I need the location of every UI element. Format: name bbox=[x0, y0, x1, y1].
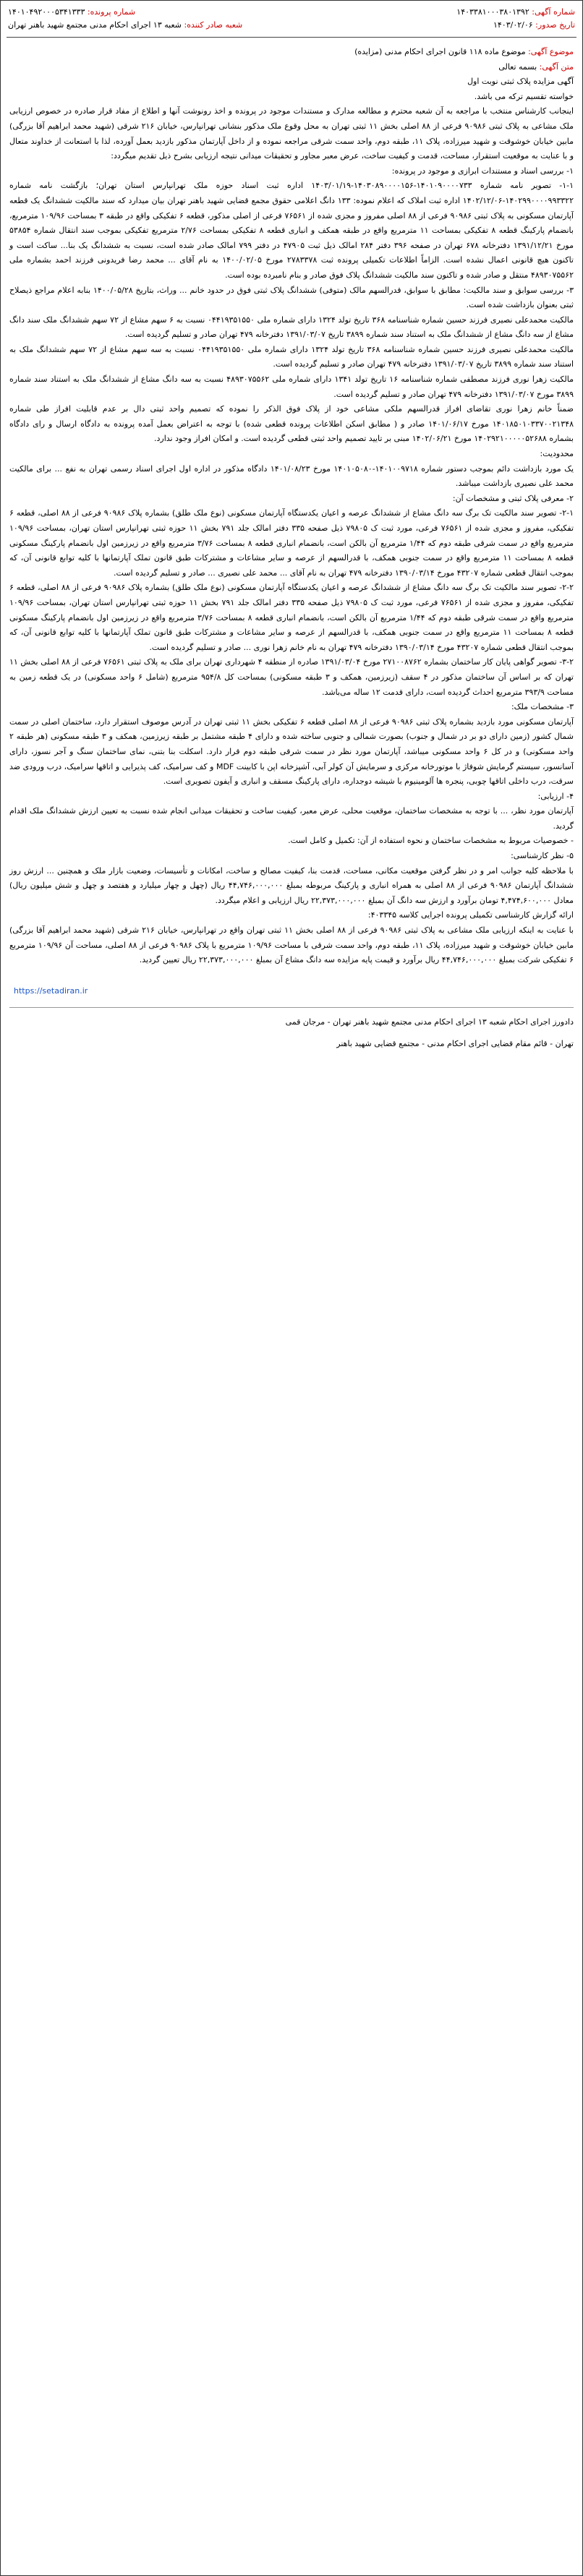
body-paragraph: مالکیت محمدعلی نصیری فرزند حسین شماره شناسنامه ۳۶۸ تاریخ تولد ۱۳۲۴ دارای شماره ملی ۰۴۴۱۹۳۵۱۵۵۰ نسبت به سه سهم مشاع از ۷۲ سهم ششدانگ ملک به استناد سند شماره ۳۸۹۹ تاریخ ۱۳۹۱/۰۳/۰۷ دفترخانه ۴۷۹ تهران صادر و تسلیم گردیده است. bbox=[9, 344, 574, 369]
notice-text-heading: متن آگهی: بسمه تعالی bbox=[498, 61, 574, 72]
notice-header bbox=[7, 1, 576, 38]
case-number: شماره پرونده: ۱۴۰۱۰۴۹۲۰۰۰۵۳۴۱۳۳۳ bbox=[8, 7, 136, 17]
header-row-2 bbox=[8, 18, 575, 31]
notice-body bbox=[7, 38, 576, 968]
body-paragraph: ۴- ارزیابی: bbox=[537, 791, 574, 801]
body-paragraph: یک مورد بازداشت دائم بموجب دستور شماره ۱۴۰۱۰۰۹۷۱۸-۱۴۰۱۰۵۰۸۰ مورخ ۱۴۰۱/۰۸/۲۳ دادگاه مذکور در اداره اول اجرای اسناد رسمی تهران به نفع ... برای مالکیت محمد علی نصیری بازداشت میباشد. bbox=[9, 463, 574, 489]
body-paragraph: با ملاحظه کلیه جوانب امر و در نظر گرفتن موقعیت مکانی، مساحت، قدمت بنا، کیفیت مصالح و ساخت، امکانات و تأسیسات، وضعیت بازار ملک و همچنین ... ارزش روز ششدانگ آپارتمان ۹۰۹۸۶ فرعی از ۸۸ اصلی به همراه انباری و پارکینگ مربوطه بمبلغ ۴۴,۷۴۶,۰۰۰,۰۰۰ ریال (چهل و چهار میلیارد و هفتصد و چهل و شش میلیون ریال) معادل ۴,۴۷۴,۶۰۰,۰۰۰ تومان برآورد و ارزش سه دانگ آن بمبلغ ۲۲,۳۷۳,۰۰۰,۰۰۰ ریال ارزیابی و اعلام میگردد. bbox=[9, 865, 574, 905]
issuing-branch: شعبه صادر کننده: شعبه ۱۳ اجرای احکام مدنی مجتمع شهید باهنر تهران bbox=[8, 20, 243, 30]
body-paragraph: آپارتمان مورد نظر، ... با توجه به مشخصات ساختمان، موقعیت محلی، عرض معبر، کیفیت ساخت و تحقیقات میدانی انجام شده نسبت به تعیین ارزش ششدانگ ملک اقدام گردید. bbox=[9, 806, 574, 831]
body-paragraph: محدودیت: bbox=[540, 449, 574, 459]
body-paragraph: ۱-۱- تصویر نامه شماره ۱۴۰۱۰۹۰۰۰۰۷۳۳-۱۴۰۳۰۸۹۰۰۰۰۱۵۶-۱۴۰۳/۰۱/۱۹ اداره ثبت اسناد حوزه ملک تهرانپارس استان تهران؛ بازگشت نامه شماره ۱۴۰۲۹۹۰۰۰۰۹۹۳۳۲۲-۱۴۰۲/۱۲/۰۶ اداره ثبت املاک که اعلام نموده: ۱۳۳ دانگ اعلامی حقوق مجمع قضایی شهید باهنر تهران بیان میدارد که سند مالکیت ششدانگ یک قطعه آپارتمان مسکونی به پلاک ثبتی ۹۰۹۸۶ فرعی از ۸۸ اصلی مفروز و مجزی شده از ۷۶۵۶۱ فرعی از اصلی مذکور، قطعه ۶ تفکیکی واقع در طبقه ۳ بمساحت ۱۰۹/۹۶ مترمربع، بانضمام پارکینگ قطعه ۸ تفکیکی بمساحت ۱۱ مترمربع واقع در طبقه همکف و انباری قطعه ۸ تفکیکی بمساحت ۲/۷۶ مترمربع تفکیکی بموجب سند انتقال شماره ۵۳۸۵۴ مورخ ۱۳۹۱/۱۲/۲۱ دفترخانه ۶۷۸ تهران در صفحه ۳۹۶ دفتر ۲۸۴ امالک ذیل ثبت ۴۷۹۰۵ در دفتر ۷۹۹ امالک صادر شده است، نسبت به ششدانگ یک بنا... ساکت است و تاکنون هیچ قانونی اعمال نشده است. الزاماً اطلاعات تکمیلی پرونده ثبت ۲۷۸۳۳۷۸ مورخ ۱۴۰۰/۰۲/۰۵ به نام آقای ... محمد رضا فریدونی فرزند احمد بشماره ملی ۴۸۹۳۰۷۵۵۶۲ منتقل و صادر شده و تاکنون سند مالکیت ششدانگ پلاک فوق صادر و بنام نامبرده بوده است. bbox=[9, 181, 574, 280]
notice-topic: موضوع آگهی: موضوع ماده ۱۱۸ قانون اجرای احکام مدنی (مزایده) bbox=[354, 47, 574, 56]
setadiran-link[interactable]: https://setadiran.ir bbox=[14, 985, 88, 996]
body-paragraph: آپارتمان مسکونی مورد بازدید بشماره پلاک ثبتی ۹۰۹۸۶ فرعی از ۸۸ اصلی قطعه ۶ تفکیکی بخش ۱۱ ثبتی تهران در آدرس موصوف استقرار دارد، ساختمان اصلی در سمت شمال کشور (زمین دارای دو بر در شمال و جنوب) بصورت شمالی و جنوبی ساخته شده و دارای ۴ طبقه مشتمل بر طبقه زیرزمین، همکف و ۳ طبقه مسکونی (هر طبقه ۲ واحد مسکونی) و در کل ۶ واحد مسکونی میباشد، آپارتمان مورد نظر در سمت شرقی طبقه دوم قرار دارد. اسکلت بنا بتنی، نمای ساختمان سنگ و آجر نسوز، دارای آسانسور، سیستم گرمایش شوفاژ با موتورخانه مرکزی و سرمایش آن کولر آبی، آشپزخانه اپن با کابینت MDF و کف سرامیک، کف پذیرایی و اتاقها سرامیک، درب ورودی ضد سرقت، درب داخلی اتاقها چوبی، پنجره ها آلومینیوم با شیشه دوجداره، دارای پارکینگ مسقف و انباری و آیفون تصویری است. bbox=[9, 716, 574, 787]
body-paragraph: خواسته تقسیم ترکه می باشد. bbox=[474, 91, 574, 101]
body-paragraph: ۵- نظر کارشناسی: bbox=[511, 851, 574, 861]
body-paragraph: ۳- مشخصات ملک: bbox=[511, 702, 574, 712]
body-paragraph: با عنایت به اینکه ارزیابی ملک مشاعی به پلاک ثبتی ۹۰۹۸۶ فرعی از ۸۸ اصلی بخش ۱۱ ثبتی تهران واقع در تهرانپارس، خیابان ۲۱۶ شرقی (شهید محمد ابراهیم آقا بزرگی) مابین خیابان خوشوقت و شهید میرزاده، پلاک ۱۱، طبقه دوم، واحد سمت شرقی با مساحت ۱۰۹/۹۶ مترمربع با پلاک ۹۰۹۸۶ فرعی از ۸۸ اصلی، مساحت آن ۱۰۹/۹۶ مترمربع ۶ تفکیکی شرکت بمبلغ ۴۴,۷۴۶,۰۰۰,۰۰۰ ریال برآورد و قیمت پایه مزایده سه دانگ مشاع آن بمبلغ ۲۲,۳۷۳,۰۰۰,۰۰۰ ریال تعیین گردید. bbox=[9, 925, 574, 965]
notice-number: شماره آگهی: ۱۴۰۳۳۸۱۰۰۰۳۸۰۱۳۹۲ bbox=[456, 7, 575, 17]
body-paragraph: مالکیت محمدعلی نصیری فرزند حسین شماره شناسنامه ۳۶۸ تاریخ تولد ۱۳۲۴ دارای شماره ملی ۰۴۴۱۹۳۵۱۵۵۰ نسبت به ۶ سهم مشاع از ۷۲ سهم ششدانگ ملک سند دانگ مشاع از سه دانگ مشاع از ششدانگ ملک به استناد سند شماره ۳۸۹۹ تاریخ ۱۳۹۱/۰۳/۰۷ دفترخانه ۴۷۹ تهران صادر و تسلیم گردیده است. bbox=[9, 314, 574, 340]
body-paragraph: ۲-۱- تصویر سند مالکیت تک برگ سه دانگ مشاع از ششدانگ عرصه و اعیان یکدستگاه آپارتمان مسکونی (نوع ملک طلق) بشماره پلاک ۹۰۹۸۶ فرعی از ۸۸ اصلی، قطعه ۶ تفکیکی، مفروز و مجزی شده از ۷۶۵۶۱ فرعی، مورد ثبت ک ۷۹۸۰۵ ذیل صفحه ۳۳۵ دفتر امالک جلد ۷۹۱ بخش ۱۱ حوزه ثبتی تهرانپارس استان تهران، بمساحت ۱۰۹/۹۶ مترمربع واقع در سمت شرقی طبقه دوم که ۱/۴۴ مترمربع آن بالکن است، بانضمام انباری قطعه ۸ بمساحت ۳/۷۶ مترمربع واقع در زیرزمین اول بانضمام پارکینگ مسکونی قطعه ۸ بمساحت ۱۱ مترمربع واقع در سمت جنوبی همکف، با قدرالسهم از عرصه و سایر مشاعات و مشترکات طبق قانون تملک آپارتمانها با کلیه توابع قانونی آن، که بموجب انتقال قطعی شماره ۴۳۲۰۷ مورخ ۱۳۹۰/۰۳/۱۴ دفترخانه ۴۷۹ تهران به نام آقای ... محمد علی نصیری ... صادر و تسلیم گردیده است. bbox=[9, 508, 574, 578]
header-row-1 bbox=[8, 5, 575, 18]
body-paragraph: ۲-۲- تصویر سند مالکیت تک برگ سه دانگ مشاع از ششدانگ عرصه و اعیان یکدستگاه آپارتمان مسکونی (نوع ملک طلق) بشماره پلاک ۹۰۹۸۶ فرعی از ۸۸ اصلی، قطعه ۶ تفکیکی، مفروز و مجزی شده از ۷۶۵۶۱ فرعی، مورد ثبت ک ۷۹۸۰۵ ذیل صفحه ۳۳۵ دفتر امالک جلد ۷۹۱ بخش ۱۱ حوزه ثبتی تهرانپارس استان تهران، بمساحت ۱۰۹/۹۶ مترمربع واقع در سمت شرقی طبقه دوم که ۱/۴۴ مترمربع آن بالکن است، بانضمام انباری قطعه ۸ بمساحت ۳/۷۶ مترمربع واقع در زیرزمین اول بانضمام پارکینگ مسکونی قطعه ۸ بمساحت ۱۱ مترمربع واقع در سمت جنوبی همکف، با قدرالسهم از عرصه و سایر مشاعات و مشترکات طبق قانون تملک آپارتمانها با کلیه توابع قانونی آن، که بموجب انتقال قطعی شماره ۴۳۲۰۷ مورخ ۱۳۹۰/۰۳/۱۴ دفترخانه ۴۷۹ تهران به نام خانم زهرا نوری ... صادر و تسلیم گردیده است. bbox=[9, 583, 574, 652]
signature-line-1: دادورز اجرای احکام شعبه ۱۳ اجرای احکام مدنی مجتمع شهید باهنر تهران - مرجان قمی bbox=[285, 1017, 574, 1027]
body-paragraph: ضمناً خانم زهرا نوری تقاضای افراز قدرالسهم ملکی مشاعی خود از پلاک فوق الذکر را نموده که تصمیم واحد ثبتی دال بر عدم قابلیت افراز طی شماره ۱۴۰۱۸۵۰۱۰۳۳۷۰۰۲۱۳۴۸ مورخ ۱۴۰۱/۰۶/۱۷ صادر و ( مطابق اسکن اطلاعات پرونده قطعی شده) با توجه به اعتراض بعمل آمده پرونده به دادگاه ارسال و رای دادگاه بشماره ۱۴۰۲۹۲۱۰۰۰۰۰۵۲۶۸۸ مورخ ۱۴۰۲/۰۶/۲۱ مبنی بر تایید تصمیم واحد ثبتی قطعی گردیده است. و امکان افراز وجود ندارد. bbox=[9, 404, 574, 444]
notice-footer bbox=[7, 968, 576, 1051]
signature-line-2: تهران - قائم مقام قضایی اجرای احکام مدنی - مجتمع قضایی شهید باهنر bbox=[336, 1038, 574, 1048]
body-paragraph: ۲- معرفی پلاک ثبتی و مشخصات آن: bbox=[452, 493, 574, 503]
body-paragraph: مالکیت زهرا نوری فرزند مصطفی شماره شناسنامه ۱۶ تاریخ تولد ۱۳۴۱ دارای شماره ملی ۴۸۹۳۰۷۵۵۶۲ نسبت به سه دانگ مشاع از ششدانگ ملک به استناد سند شماره ۳۸۹۹ مورخ ۱۳۹۱/۰۳/۰۷ دفترخانه ۴۷۹ تهران صادر و تسلیم گردیده است. bbox=[9, 375, 574, 399]
body-paragraph: اینجانب کارشناس منتخب با مراجعه به آن شعبه محترم و مطالعه مدارک و مستندات موجود در پرونده و اخذ رونوشت آنها و اطلاع از مفاد قرار صادره در خصوص ارزیابی ملک مشاعی به پلاک ثبتی ۹۰۹۸۶ فرعی از ۸۸ اصلی بخش ۱۱ ثبتی تهران به محل وقوع ملک مذکور بنشانی تهرانپارس، خیابان ۲۱۶ شرقی (شهید محمد ابراهیم آقا بزرگی) مابین خیابان خوشوقت و شهید میرزاده، پلاک ۱۱، طبقه دوم، واحد سمت شرقی مراجعه نموده و از داخل آپارتمان مذکور بازدید بعمل آورده، لذا با استعانت از خداوند متعال و با عنایت به موقعیت استقرار، مساحت، قدمت و کیفیت ساخت، عرض معبر مجاور و تحقیقات میدانی نتیجه ارزیابی بشرح ذیل تقدیم میگردد: bbox=[9, 106, 574, 161]
body-paragraph: آگهی مزایده پلاک ثبتی نوبت اول bbox=[467, 77, 574, 87]
body-paragraph: ۱- بررسی اسناد و مستندات ابرازی و موجود در پرونده: bbox=[391, 166, 574, 176]
body-paragraph: ۳- بررسی سوابق و سند مالکیت: مطابق با سوابق، قدرالسهم مالک (متوفی) ششدانگ پلاک ثبتی فوق در حدود خانم ... وراث، بتاریخ ۱۴۰۰/۰۵/۲۸ بنابه اعلام مراجع ذیصلاح ثبتی بعنوان بازداشت شده است. bbox=[9, 285, 574, 310]
issue-date: تاریخ صدور: ۱۴۰۳/۰۲/۰۶ bbox=[493, 20, 575, 30]
body-paragraph: ارائه گزارش کارشناسی تکمیلی پرونده اجرایی کلاسه ۴۰۳۳۴۵: bbox=[367, 910, 574, 920]
footer-divider bbox=[9, 1007, 574, 1008]
body-paragraph: - خصوصیات مربوط به مشخصات ساختمان و نحوه استفاده از آن: تکمیل و کامل است. bbox=[288, 836, 574, 846]
body-paragraph: ۳-۲- تصویر گواهی پایان کار ساختمان بشماره ۲۷۱۰۰۸۷۶۲ مورخ ۱۳۹۱/۰۳/۰۴ صادره از منطقه ۴ شهرداری تهران برای ملک به پلاک ثبتی ۷۶۵۶۱ فرعی از ۸۸ اصلی بخش ۱۱ تهران که بر اساس آن ساختمان مذکور در ۴ سقف (زیرزمین، همکف و ۳ طبقه مسکونی) بمساحت کل ۹۵۴/۸ مترمربع (شامل ۶ واحد مسکونی) در یک قطعه زمین به مساحت ۳۹۳/۹ مترمربع احداث گردیده است، دارای قدمت ۱۲ ساله می‌باشد. bbox=[9, 657, 574, 697]
